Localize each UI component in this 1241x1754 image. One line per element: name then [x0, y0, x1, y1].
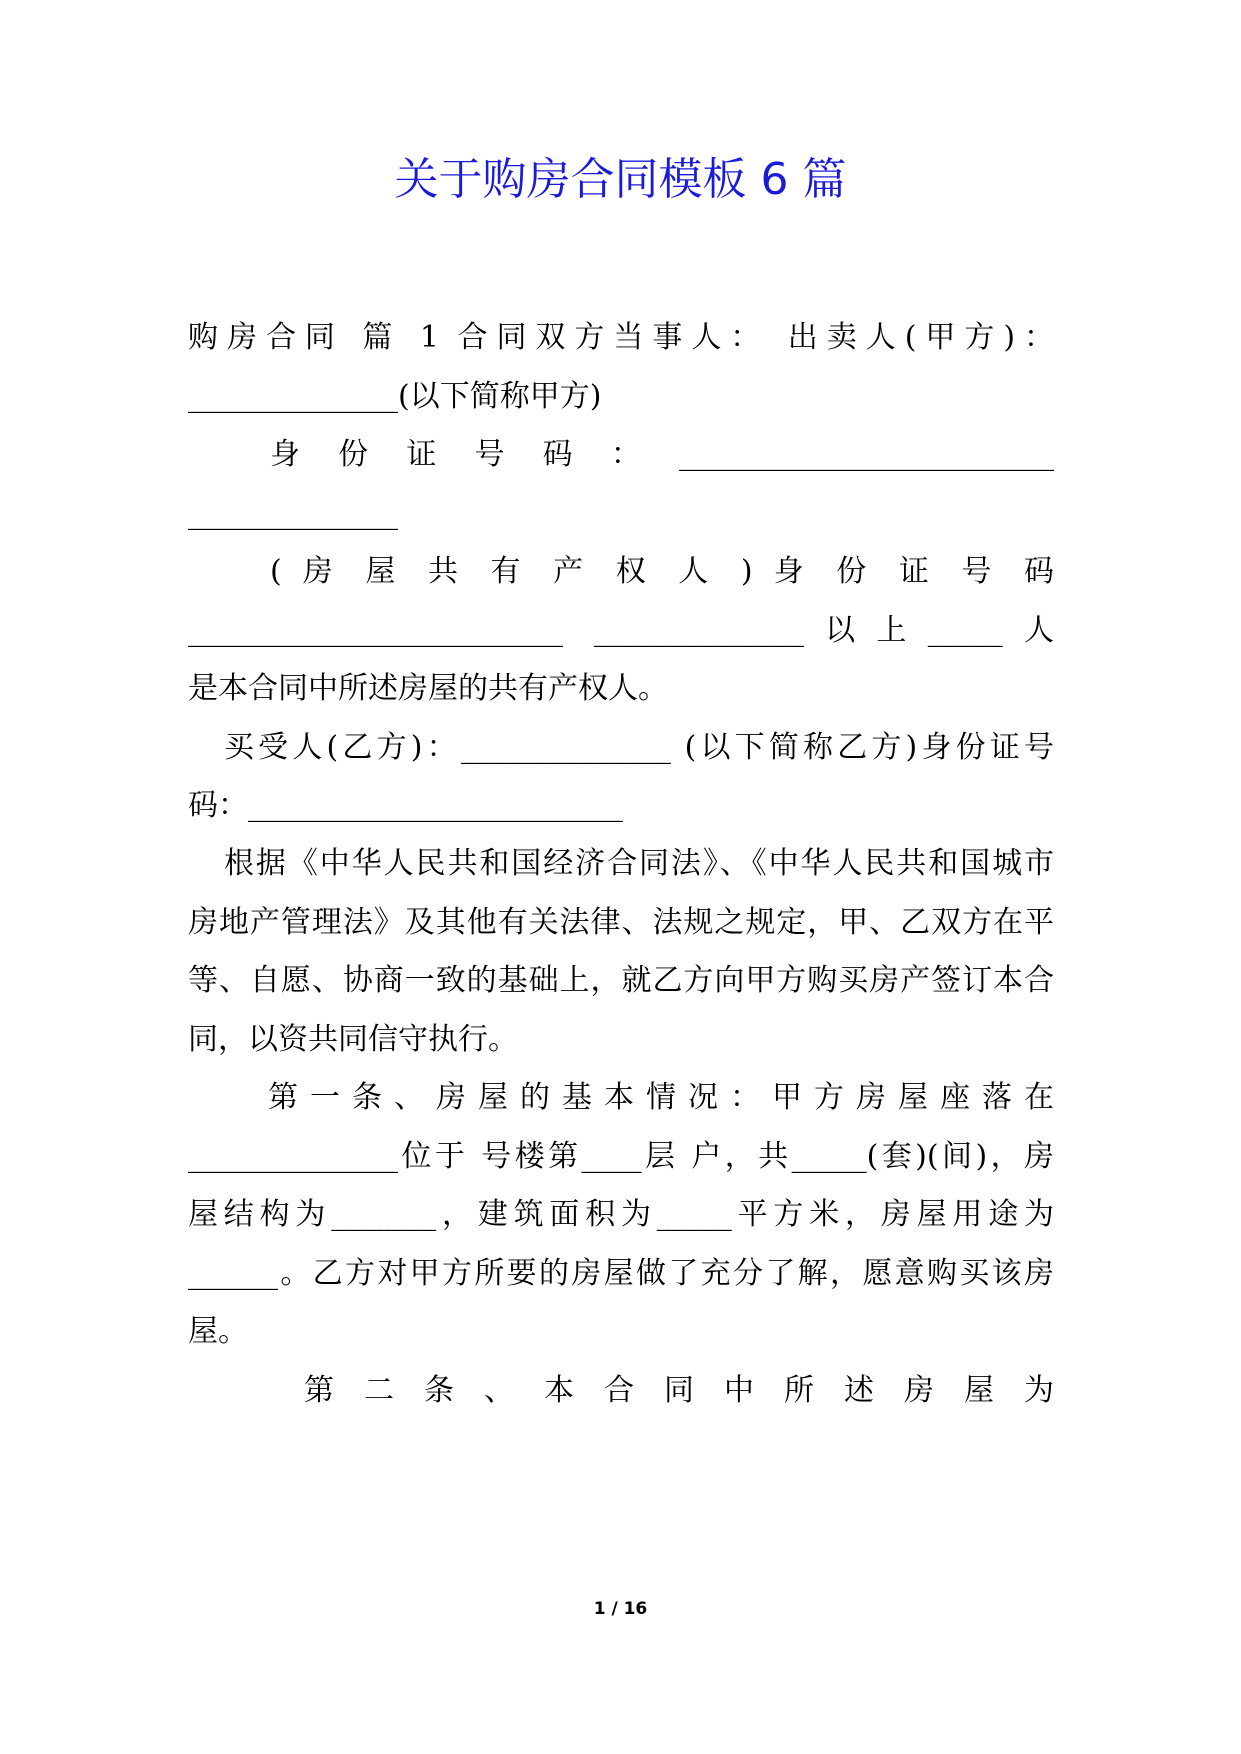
basis-paragraph-line-1: 根据《中华人民共和国经济合同法》、《中华人民共和国城市	[224, 846, 1054, 881]
seller-id-continuation: ______________	[188, 496, 398, 531]
document-title: 关于购房合同模板 6 篇	[394, 154, 847, 205]
page-number: 1 / 16	[593, 1599, 648, 1619]
seller-id-line: 身 份 证 号 码 ： _________________________	[270, 437, 1054, 472]
article-1-line-5: 屋。	[188, 1314, 248, 1349]
basis-paragraph-line-4: 同，以资共同信守执行。	[188, 1022, 518, 1057]
article-2-heading-line: 第 二 条 、 本 合 同 中 所 述 房 屋 为	[304, 1373, 1054, 1408]
article-1-line-2: ______________位于 号楼第____层 户，共_____(套)(间)，房	[188, 1139, 1054, 1174]
basis-paragraph-line-3: 等、自愿、协商一致的基础上，就乙方向甲方购买房产签订本合	[188, 963, 1054, 998]
party-seller-line: 购房合同 篇 1 合同双方当事人： 出卖人(甲方)：	[188, 320, 1054, 355]
article-1-line-3: 屋结构为_______，建筑面积为_____平方米，房屋用途为	[188, 1197, 1054, 1232]
buyer-line: 买受人(乙方)：______________ (以下简称乙方)身份证号	[224, 730, 1054, 765]
article-1-line-4: ______。乙方对甲方所要的房屋做了充分了解，愿意购买该房	[188, 1256, 1054, 1291]
article-1-heading-line: 第 一 条 、 房 屋 的 基 本 情 况 ： 甲 方 房 屋 座 落 在	[268, 1080, 1054, 1115]
buyer-id-line: 码：_________________________	[188, 788, 623, 823]
co-owner-blank-line: _________________________ ______________以上_____人	[188, 613, 1054, 648]
basis-paragraph-line-2: 房地产管理法》及其他有关法律、法规之规定，甲、乙双方在平	[188, 905, 1054, 940]
co-owner-id-line: ( 房 屋 共 有 产 权 人 ) 身 份 证 号 码	[270, 554, 1054, 589]
seller-alias-line: ______________(以下简称甲方)	[188, 379, 602, 414]
co-owner-statement: 是本合同中所述房屋的共有产权人。	[188, 671, 668, 706]
